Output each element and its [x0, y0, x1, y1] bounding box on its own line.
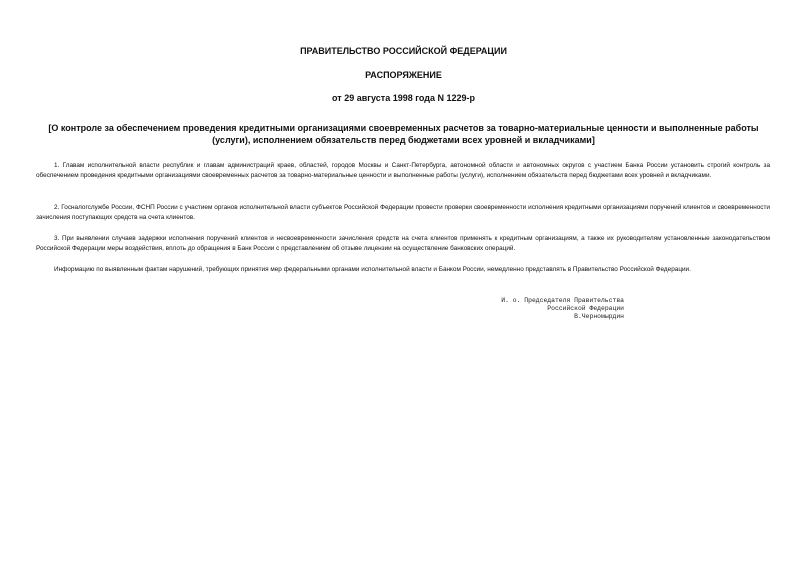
signature-organization: Российской Федерации: [547, 305, 624, 312]
paragraph-1: 1. Главам исполнительной власти республик и главам администраций краев, областей, городов Москвы и Санкт-Петербурга, автономной области и автономных округов с участием Банка России установить строгий контроль за обеспечением проведения кредитными организациями своевременных расчетов за товарно-материальные ценности и выполненные работы (услуги), исполнением обязательств перед бюджетами всех уровней и вкладчиками.: [36, 162, 770, 179]
signature-name: В.Черномырдин: [574, 313, 624, 320]
signature-block: [501, 297, 624, 321]
paragraph-4: Информацию по выявленным фактам нарушений, требующих принятия мер федеральными органами исполнительной власти и Банком России, немедленно представлять в Правительство Российской Федерации.: [54, 266, 691, 273]
paragraph-3: 3. При выявлении случаев задержки исполнения поручений клиентов и несвоевременности зачисления средств на счета клиентов применять к кредитным организациям, а также их руководителям установленные законодательством Российской Федерации меры воздействия, вплоть до обращения в Банк России с представлением об отзыве лицензии на осуществление банковских операций.: [36, 235, 770, 252]
document-date-number: от 29 августа 1998 года N 1229-р: [332, 93, 475, 103]
document-type: РАСПОРЯЖЕНИЕ: [365, 70, 442, 80]
issuing-authority: ПРАВИТЕЛЬСТВО РОССИЙСКОЙ ФЕДЕРАЦИИ: [300, 46, 507, 56]
paragraph-2: 2. Госналогслужбе России, ФСНП России с участием органов исполнительной власти субъектов Российской Федерации провести проверки своевременности исполнения кредитными организациями поручений клиентов и своевременности зачисления поступающих средств на счета клиентов.: [36, 204, 770, 221]
signature-position: И. о. Председателя Правительства: [501, 297, 624, 304]
document-title: [О контроле за обеспечением проведения кредитными организациями своевременных расчетов за товарно-материальные ценности и выполненные работы (услуги), исполнением обязательств перед бюджетами всех уровней и вкладчиками]: [48, 123, 759, 145]
